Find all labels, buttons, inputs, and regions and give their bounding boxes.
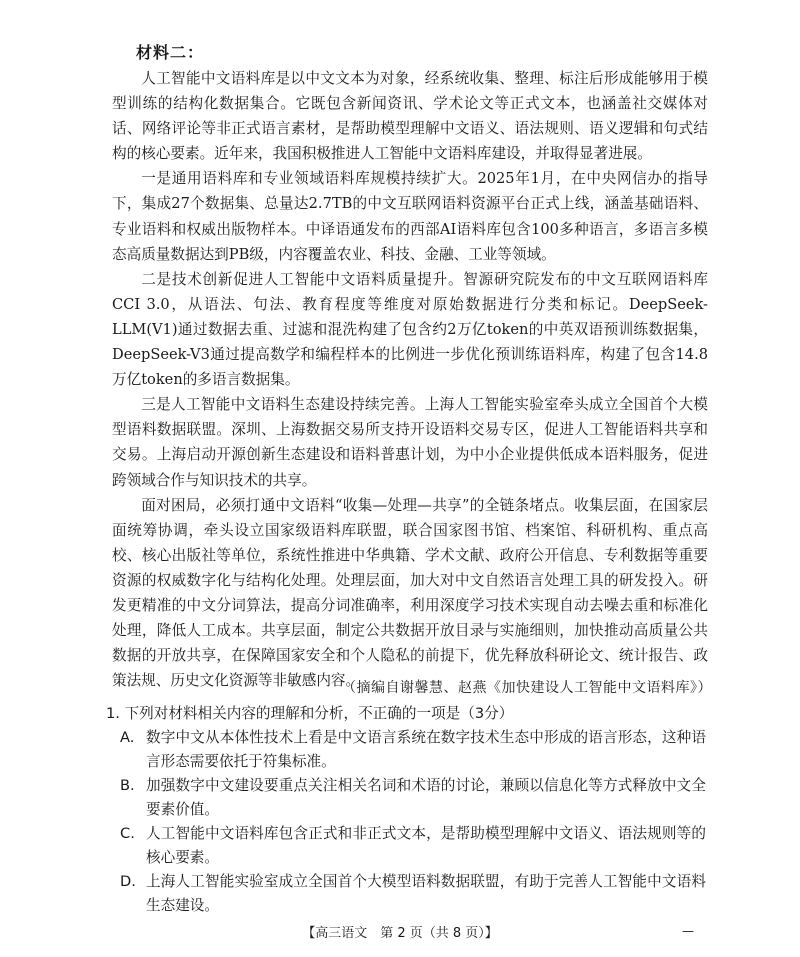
option-b[interactable]: [106, 774, 706, 822]
option-text: 数字中文从本体性技术上看是中文语言系统在数字技术生态中形成的语言形态，这种语言形态需要依托于符集标准。: [146, 729, 706, 770]
option-letter: B.: [120, 777, 135, 794]
option-a[interactable]: [106, 726, 706, 774]
option-text: 上海人工智能实验室成立全国首个大模型语料数据联盟，有助于完善人工智能中文语料生态建设。: [146, 873, 706, 914]
option-letter: A.: [120, 729, 135, 746]
source-citation: （摘编自谢馨慧、赵燕《加快建设人工智能中文语料库》）: [342, 680, 712, 696]
paragraph: 面对困局，必须打通中文语料“收集—处理—共享”的全链条堵点。收集层面，在国家层面统筹协调，牵头设立国家级语料库联盟，联合国家图书馆、档案馆、科研机构、重点高校、核心出版社等单位，系统性推进中华典籍、学术文献、政府公开信息、专利数据等重要资源的权威数字化与结构化处理。处理层面，加大对中文自然语言处理工具的研发投入。研发更精准的中文分词算法，提高分词准确率，利用深度学习技术实现自动去噪去重和标准化处理，降低人工成本。共享层面，制定公共数据开放目录与实施细则，加快推动高质量公共数据的开放共享，在保障国家安全和个人隐私的前提下，优先释放科研论文、统计报告、政策法规、历史文化资源等非敏感内容。: [112, 496, 708, 690]
page-footer: 【高三语文 第 2 页（共 8 页）】: [302, 926, 498, 941]
corner-mark: —: [682, 924, 694, 938]
option-c[interactable]: [106, 822, 706, 870]
option-letter: D.: [120, 873, 136, 890]
paragraph: 二是技术创新促进人工智能中文语料质量提升。智源研究院发布的中文互联网语料库CCI 3.0，从语法、句法、教育程度等维度对原始数据进行分类和标记。DeepSeek-LLM(V1)通过数据去重、过滤和混洗构建了包含约2万亿token的中英双语预训练数据集，DeepSeek-V3通过提高数学和编程样本的比例进一步优化预训练语料库，构建了包含14.8万亿token的多语言数据集。: [112, 270, 708, 389]
option-text: 人工智能中文语料库包含正式和非正式文本，是帮助模型理解中文语义、语法规则等的核心要素。: [146, 825, 706, 866]
material-heading: 材料二：: [136, 43, 205, 62]
paragraph: 人工智能中文语料库是以中文文本为对象，经系统收集、整理、标注后形成能够用于模型训练的结构化数据集合。它既包含新闻资讯、学术论文等正式文本，也涵盖社交媒体对话、网络评论等非正式语言素材，是帮助模型理解中文语义、语法规则、语义逻辑和句式结构的核心要素。近年来，我国积极推进人工智能中文语料库建设，并取得显著进展。: [112, 70, 708, 163]
paragraph: 一是通用语料库和专业领域语料库规模持续扩大。2025年1月，在中央网信办的指导下，集成27个数据集、总量达2.7TB的中文互联网语料资源平台正式上线，涵盖基础语料、专业语料和权威出版物样本。中译语通发布的西部AI语料库包含100多种语言，多语言多模态高质量数据达到PB级，内容覆盖农业、科技、金融、工业等领域。: [112, 170, 708, 263]
material-body: [112, 66, 708, 693]
option-letter: C.: [120, 825, 135, 842]
question-block: [106, 702, 706, 918]
option-text: 加强数字中文建设要重点关注相关名词和术语的讨论，兼顾以信息化等方式释放中文全要素价值。: [146, 777, 706, 818]
option-d[interactable]: [106, 870, 706, 918]
paragraph: 三是人工智能中文语料生态建设持续完善。上海人工智能实验室牵头成立全国首个大模型语料数据联盟。深圳、上海数据交易所支持开设语料交易专区，促进人工智能语料共享和交易。上海启动开源创新生态建设和语料普惠计划，为中小企业提供低成本语料服务，促进跨领域合作与知识技术的共享。: [112, 396, 708, 489]
question-stem: 1. 下列对材料相关内容的理解和分析，不正确的一项是（3分）: [106, 705, 514, 722]
